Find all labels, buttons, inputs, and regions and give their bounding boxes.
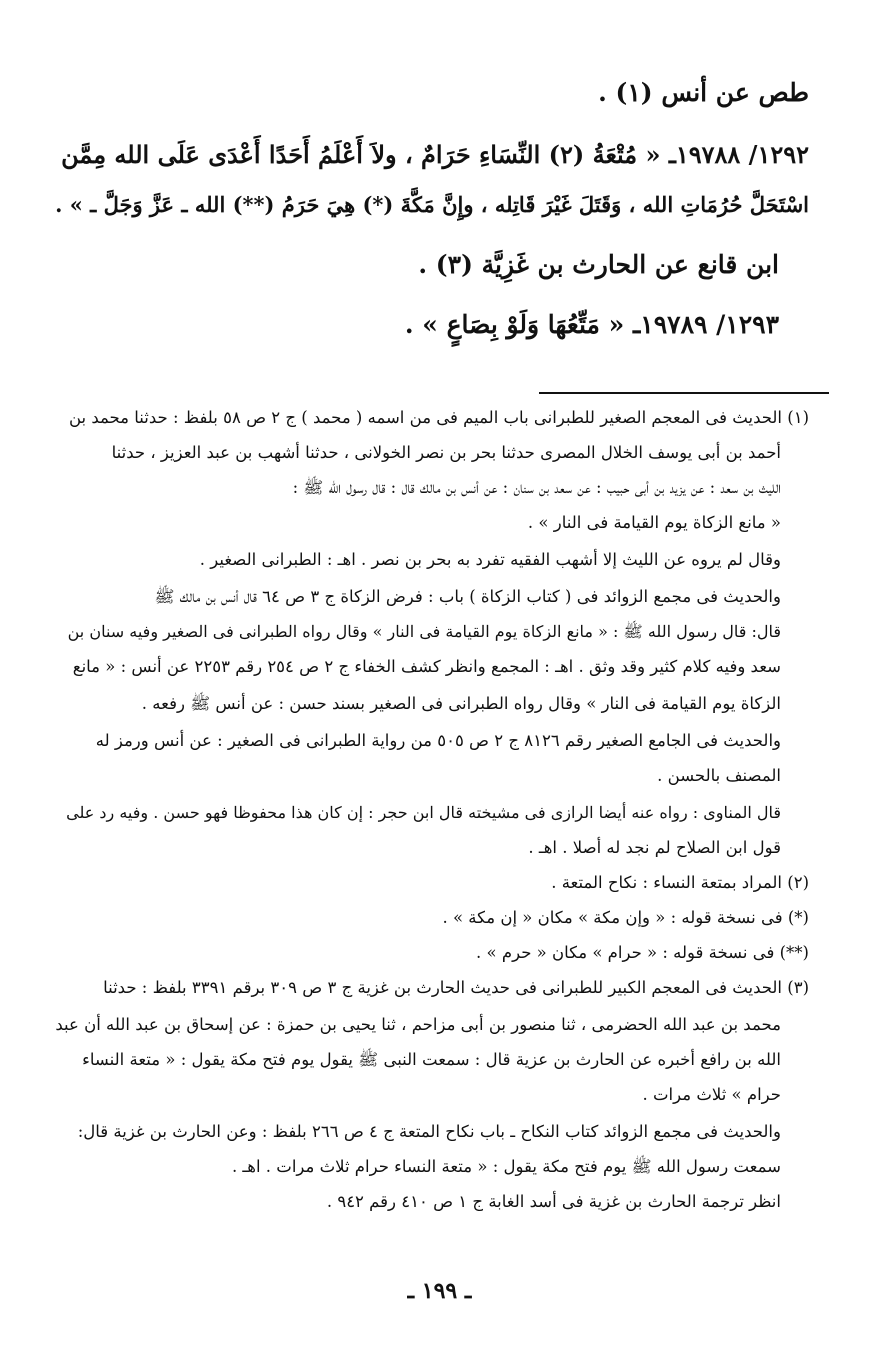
footnote-line: قول ابن الصلاح لم نجد له أصلا . اهـ . [528, 838, 781, 857]
footnote-line: الزكاة يوم القيامة فى النار » وقال رواه الطبرانى فى الصغير بسند حسن : عن أنس ﷺ رفعه . [141, 694, 781, 713]
footnote-line: (*) فى نسخة قوله : « وإن مكة » مكان « إن مكة » . [442, 908, 809, 927]
main-line-2: ١٢٩٢/ ١٩٧٨٨ـ « مُتْعَةُ (٢) النِّسَاءِ حَرَامٌ ، ولاَ أَعْلَمُ أَحَدًا أَعْدَى عَلَى الله مِمَّن [61, 140, 809, 169]
main-line-1: طص عن أنس (١) . [598, 78, 809, 107]
footnote-line: المصنف بالحسن . [657, 766, 781, 785]
footnote-line: والحديث فى مجمع الزوائد كتاب النكاح ـ باب نكاح المتعة ج ٤ ص ٢٦٦ بلفظ : وعن الحارث بن غزية قال: [77, 1122, 781, 1141]
page-number: ـ ١٩٩ ـ [407, 1278, 472, 1304]
main-line-5: ١٢٩٣/ ١٩٧٨٩ـ « مَتِّعُهَا وَلَوْ بِصَاعٍ » . [404, 310, 779, 339]
footnote-line: « مانع الزكاة يوم القيامة فى النار » . [527, 513, 781, 532]
footnote-line: والحديث فى مجمع الزوائد فى ( كتاب الزكاة ) باب : فرض الزكاة ج ٣ ص ٦٤ قال أنس بن مالك ﷺ [154, 587, 781, 606]
footnote-line: الليث بن سعد : عن يزيد بن أبى حبيب : عن سعد بن سنان : عن أنس بن مالك قال : قال رسول الله ﷺ : [292, 478, 781, 497]
footnote-line: سعد وفيه كلام كثير وقد وثق . اهـ : المجمع وانظر كشف الخفاء ج ٢ ص ٢٥٤ رقم ٢٢٥٣ عن أنس : « مانع [72, 657, 781, 676]
footnote-line: انظر ترجمة الحارث بن غزية فى أسد الغابة ج ١ ص ٤١٠ رقم ٩٤٢ . [326, 1192, 781, 1211]
footnote-line: وقال لم يروه عن الليث إلا أشهب الفقيه تفرد به بحر بن نصر . اهـ : الطبرانى الصغير . [199, 550, 781, 569]
main-line-4: ابن قانع عن الحارث بن غَزِيَّة (٣) . [418, 250, 779, 279]
footnote-line: قال: قال رسول الله ﷺ : « مانع الزكاة يوم القيامة فى النار » وقال رواه الطبرانى فى الصغير وفيه سنان بن [67, 622, 781, 641]
footnote-line: والحديث فى الجامع الصغير رقم ٨١٢٦ ج ٢ ص ٥٠٥ من رواية الطبرانى فى الصغير : عن أنس ورمز له [95, 731, 781, 750]
footnote-line: حرام » ثلاث مرات . [642, 1085, 781, 1104]
footnote-line: (٣) الحديث فى المعجم الكبير للطبرانى فى حديث الحارث بن غزية ج ٣ ص ٣٠٩ برقم ٣٣٩١ بلفظ : حدثنا [103, 978, 809, 997]
footnote-divider [539, 392, 829, 394]
footnote-line: الله بن رافع أخبره عن الحارث بن عزية قال : سمعت النبى ﷺ يقول يوم فتح مكة يقول : « متعة النساء [82, 1050, 781, 1069]
footnote-line: (٢) المراد بمتعة النساء : نكاح المتعة . [551, 873, 809, 892]
footnote-line: سمعت رسول الله ﷺ يوم فتح مكة يقول : « متعة النساء حرام ثلاث مرات . اهـ . [231, 1157, 781, 1176]
footnote-line: (**) فى نسخة قوله : « حرام » مكان « حرم » . [476, 943, 809, 962]
footnote-line: قال المناوى : رواه عنه أيضا الرازى فى مشيخته قال ابن حجر : إن كان هذا محفوظا فهو حسن . وفيه رد على [66, 803, 781, 822]
main-line-3: اسْتَحَلَّ حُرُمَاتِ الله ، وَقَتَلَ غَيْرَ قَاتِله ، وإِنَّ مَكَّةَ (*) هِيَ حَرَمُ (**) الله ـ عَزَّ وَجَلَّ ـ » . [55, 192, 809, 217]
footnote-line: أحمد بن أبى يوسف الخلال المصرى حدثنا بحر بن نصر الخولانى ، حدثنا أشهب بن عبد العزيز ، حدثنا [111, 443, 781, 462]
footnote-line: محمد بن عبد الله الحضرمى ، ثنا منصور بن أبى مزاحم ، ثنا يحيى بن حمزة : عن إسحاق بن عبد الله أن عبد [55, 1015, 781, 1034]
footnote-line: (١) الحديث فى المعجم الصغير للطبرانى باب الميم فى من اسمه ( محمد ) ج ٢ ص ٥٨ بلفظ : حدثنا محمد بن [68, 408, 809, 427]
